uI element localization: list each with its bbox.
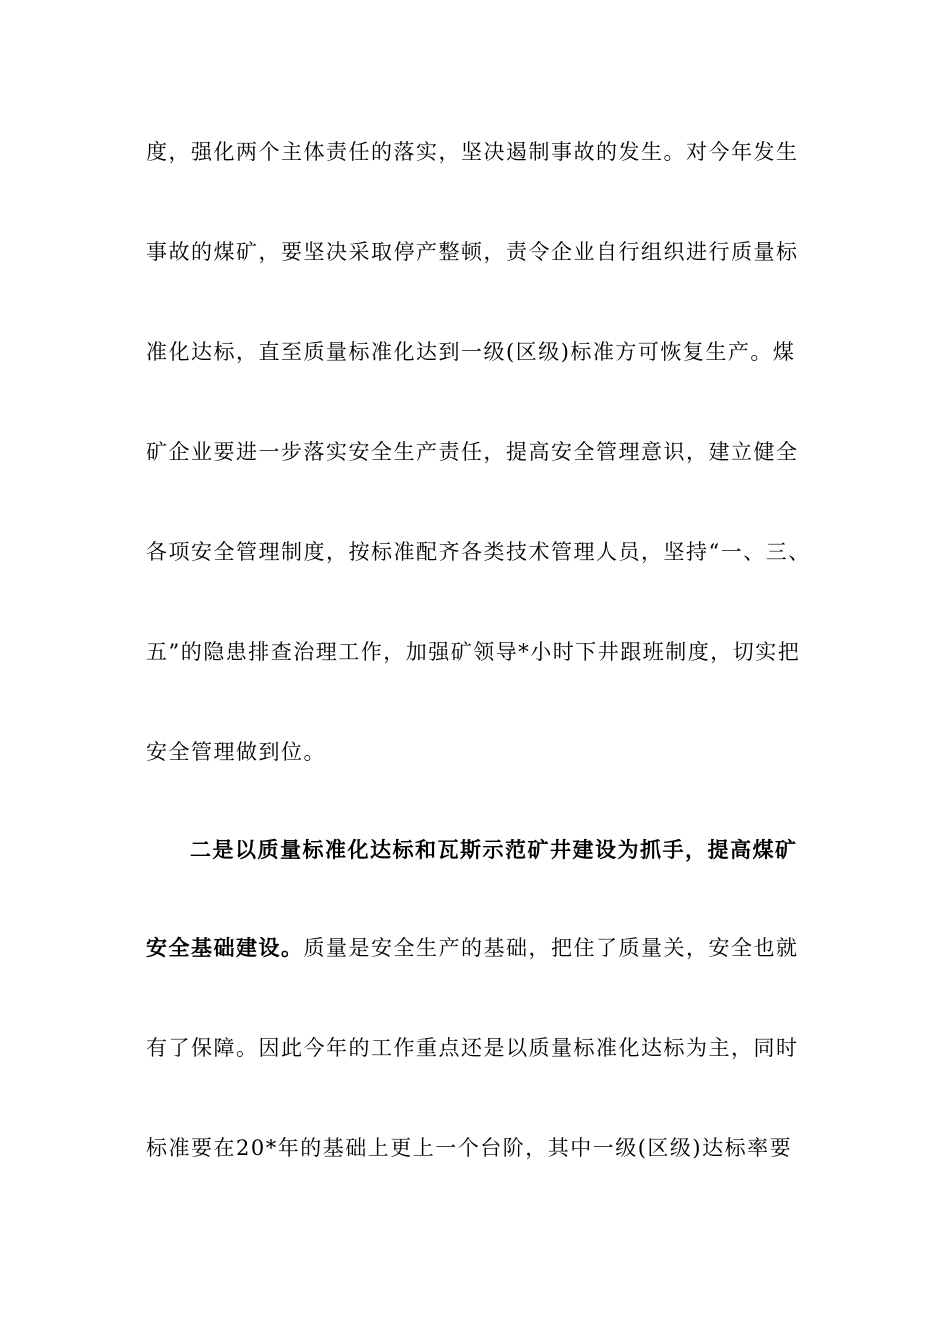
paragraph-line-9: 标准要在20*年的基础上更上一个台阶，其中一级(区级)达标率要 xyxy=(146,1136,793,1160)
paragraph-line-5: 各项安全管理制度，按标准配齐各类技术管理人员，坚持“一、三、 xyxy=(146,540,811,564)
paragraph-line-7: 安全管理做到位。 xyxy=(146,740,326,764)
paragraph-text: 质量是安全生产的基础，把住了质量关，安全也就 xyxy=(303,936,799,960)
paragraph-line-3: 准化达标，直至质量标准化达到一级(区级)标准方可恢复生产。煤 xyxy=(146,340,796,364)
section-heading-line-1: 二是以质量标准化达标和瓦斯示范矿井建设为抓手，提高煤矿 xyxy=(190,837,798,862)
paragraph-line-8: 有了保障。因此今年的工作重点还是以质量标准化达标为主，同时 xyxy=(146,1036,799,1060)
section-heading-line-2 xyxy=(146,934,806,962)
section-heading-tail: 安全基础建设。 xyxy=(146,935,304,960)
paragraph-line-6: 五”的隐患排查治理工作，加强矿领导*小时下井跟班制度，切实把 xyxy=(146,640,801,664)
paragraph-line-1: 度，强化两个主体责任的落实，坚决遏制事故的发生。对今年发生 xyxy=(146,140,799,164)
paragraph-line-4: 矿企业要进一步落实安全生产责任，提高安全管理意识，建立健全 xyxy=(146,440,799,464)
paragraph-line-2: 事故的煤矿，要坚决采取停产整顿，责令企业自行组织进行质量标 xyxy=(146,240,799,264)
